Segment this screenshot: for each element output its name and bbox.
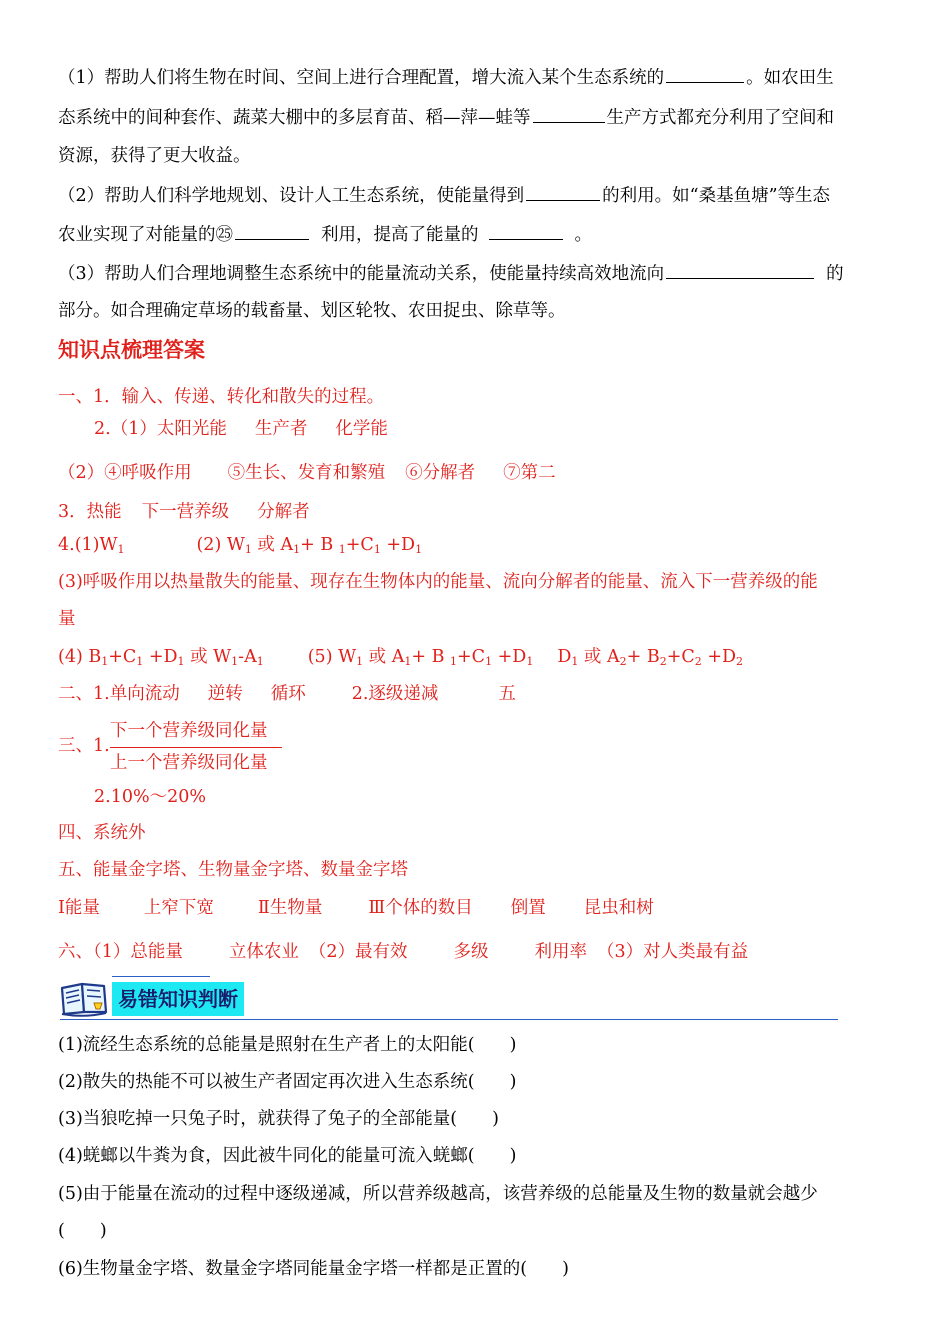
para-1-line-3: 资源，获得了更大收益。 [58, 146, 251, 166]
fill-blank[interactable] [489, 221, 563, 240]
answer-4: 四、系统外 [58, 823, 146, 843]
section-rule [60, 1019, 838, 1020]
judge-item-2: (2)散失的热能不可以被生产者固定再次进入生态系统( ) [58, 1072, 517, 1092]
answer-1-4-3: (3)呼吸作用以热量散失的能量、现存在生物体内的能量、流向分解者的能量、流入下一营养级的能 [58, 572, 818, 592]
fill-blank[interactable] [666, 64, 744, 83]
judge-item-6: (6)生物量金字塔、数量金字塔同能量金字塔一样都是正置的( ) [58, 1259, 569, 1279]
judge-item-4: (4)蜣螂以牛粪为食，因此被牛同化的能量可流入蜣螂( ) [58, 1146, 517, 1166]
para-3-line-2: 部分。如合理确定草场的载畜量、划区轮牧、农田捉虫、除草等。 [58, 301, 566, 321]
answer-3-2: 2.10%～20% [94, 787, 206, 807]
fill-blank[interactable] [666, 260, 814, 279]
fill-blank[interactable] [235, 221, 309, 240]
para-2-line-1: （2）帮助人们科学地规划、设计人工生态系统，使能量得到 的利用。如“桑基鱼塘”等生态 [58, 182, 830, 208]
fraction-denominator: 上一个营养级同化量 [110, 753, 268, 773]
judge-item-3: (3)当狼吃掉一只兔子时，就获得了兔子的全部能量( ) [58, 1109, 499, 1129]
answer-1-4-3-cont: 量 [58, 609, 76, 629]
answer-1-2: 2.（1）太阳光能 生产者 化学能 [94, 419, 388, 439]
fill-blank[interactable] [533, 104, 605, 123]
open-book-icon [58, 978, 110, 1018]
answer-5: 五、能量金字塔、生物量金字塔、数量金字塔 [58, 860, 408, 880]
answer-1-3: 3．热能 下一营养级 分解者 [58, 502, 310, 522]
banner-top-rule [112, 976, 210, 977]
answer-1-1: 一、1．输入、传递、转化和散失的过程。 [58, 387, 385, 407]
para-1-line-1: （1）帮助人们将生物在时间、空间上进行合理配置，增大流入某个生态系统的 。如农田生 [58, 64, 834, 90]
error-prone-section-title: 易错知识判断 [112, 982, 244, 1016]
answers-heading: 知识点梳理答案 [58, 338, 205, 362]
answer-1-4-4to6: (4) $B_1+C_1 +D_1$ 或 $W_1-A_1$ (5) $W_1$ 或 $A_1+ B$ $_1+C_1 +D_1$ $D_1$ 或 $A_2+ B_2+C_2 +D_2$ [58, 647, 744, 668]
para-2-line-2: 农业实现了对能量的㉕ 利用，提高了能量的 。 [58, 221, 592, 247]
answer-1-2b: （2）④呼吸作用 ⑤生长、发育和繁殖 ⑥分解者 ⑦第二 [58, 463, 556, 483]
para-1-line-2: 态系统中的间种套作、蔬菜大棚中的多层育苗、稻—萍—蛙等 生产方式都充分利用了空间和 [58, 104, 834, 130]
judge-item-5: (5)由于能量在流动的过程中逐级递减，所以营养级越高，该营养级的总能量及生物的数量就会越少 [58, 1184, 818, 1204]
fill-blank[interactable] [526, 182, 600, 201]
fraction-numerator: 下一个营养级同化量 [110, 721, 268, 741]
answer-1-4: $4.(1)W_1$ (2) $W_1$ 或 $A_1+ B$ $_1+C_1 +D_1$ [58, 535, 423, 556]
answer-5b: Ⅰ能量 上窄下宽 Ⅱ生物量 Ⅲ个体的数目 倒置 昆虫和树 [58, 898, 654, 918]
para-3-line-1: （3）帮助人们合理地调整生态系统中的能量流动关系，使能量持续高效地流向 的 [58, 260, 844, 286]
judge-item-5-cont: ( ) [58, 1221, 107, 1241]
answer-3-prefix: 三、1. [58, 736, 110, 756]
answer-2: 二、1.单向流动 逆转 循环 2.逐级递减 五 [58, 684, 516, 704]
judge-item-1: (1)流经生态系统的总能量是照射在生产者上的太阳能( ) [58, 1035, 517, 1055]
answer-6: 六、（1）总能量 立体农业 （2）最有效 多级 利用率 （3）对人类最有益 [58, 942, 749, 962]
fraction-bar [110, 747, 282, 748]
